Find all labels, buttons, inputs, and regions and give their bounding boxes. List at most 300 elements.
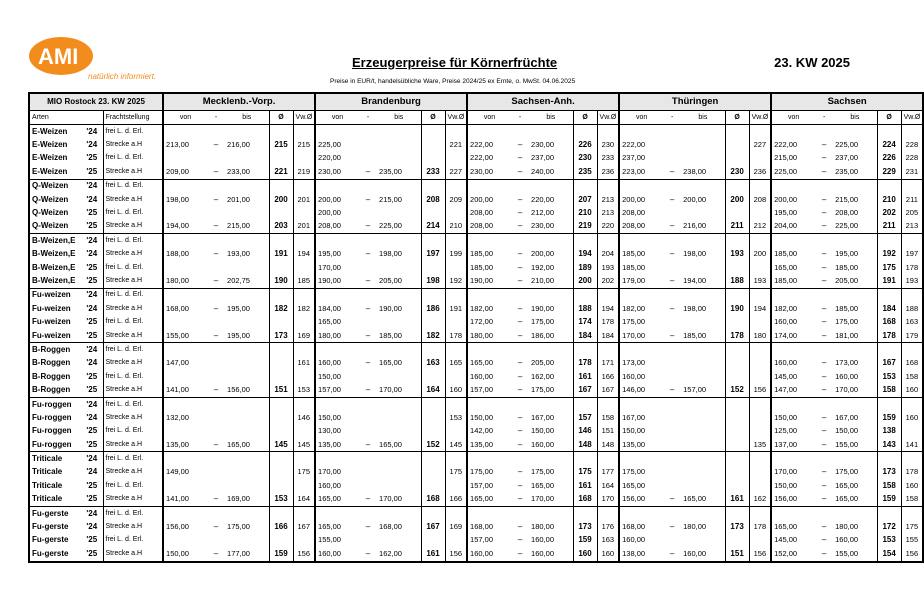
table-cell: – (365, 275, 371, 285)
table-cell (663, 261, 681, 274)
table-cell: 205,00 (379, 275, 402, 285)
table-cell: 211 (877, 220, 901, 234)
table-cell (225, 479, 269, 492)
table-cell: 150,00 (771, 479, 815, 492)
region-header: Thüringen (619, 93, 771, 111)
table-cell: – (517, 208, 523, 218)
table-cell: Fu-roggen (32, 426, 72, 436)
table-cell (163, 479, 207, 492)
table-cell (377, 179, 421, 193)
table-cell: 172,00 (467, 315, 511, 328)
table-cell (163, 288, 207, 302)
table-cell: Strecke a.H (103, 383, 163, 397)
table-cell (421, 506, 445, 520)
table-cell: 165,00 (619, 479, 663, 492)
table-cell: 179 (901, 329, 923, 343)
table-cell: – (821, 166, 827, 176)
table-cell (377, 411, 421, 424)
table-cell: '24 (81, 125, 103, 139)
table-cell (269, 357, 293, 370)
table-cell (467, 506, 511, 520)
table-cell: 173 (269, 329, 293, 343)
table-cell: '24 (81, 179, 103, 193)
table-cell (815, 452, 833, 466)
table-cell (421, 534, 445, 547)
table-cell: 145,00 (771, 534, 815, 547)
table-cell (293, 479, 315, 492)
table-cell: 185,00 (771, 274, 815, 288)
table-cell: 200,00 (683, 194, 707, 204)
table-cell: 161 (293, 357, 315, 370)
table-cell: Fu-roggen (32, 412, 72, 422)
table-cell: 233,00 (227, 166, 250, 176)
table-cell (725, 370, 749, 383)
table-cell: 237,00 (619, 152, 663, 165)
table-cell: 228 (901, 152, 923, 165)
table-cell (681, 425, 725, 438)
table-cell: 174 (573, 315, 597, 328)
table-cell: 147,00 (163, 357, 207, 370)
table-cell (293, 152, 315, 165)
table-cell: 156 (901, 547, 923, 561)
table-cell: 165,00 (315, 493, 359, 507)
table-cell: – (365, 249, 371, 259)
table-cell: 158 (901, 493, 923, 507)
table-cell: 191 (269, 248, 293, 261)
table-cell: – (213, 221, 219, 231)
table-cell (359, 125, 377, 139)
table-cell: – (213, 330, 219, 340)
logo-text: AMI (38, 44, 79, 69)
table-cell (597, 506, 619, 520)
table-cell: 163 (901, 315, 923, 328)
table-cell (225, 206, 269, 219)
table-cell: 227 (749, 138, 771, 151)
table-cell: 180,00 (163, 274, 207, 288)
table-cell: 204 (597, 248, 619, 261)
table-cell (225, 343, 269, 357)
table-cell: 200,00 (315, 193, 359, 206)
table-cell (725, 425, 749, 438)
table-cell: 233 (421, 165, 445, 179)
table-row (29, 411, 923, 424)
table-cell: 215 (269, 138, 293, 151)
table-cell: 235,00 (379, 166, 402, 176)
table-cell: '25 (86, 208, 98, 218)
table-cell (225, 234, 269, 248)
table-cell: 200 (749, 248, 771, 261)
table-cell: – (213, 494, 219, 504)
table-cell (877, 179, 901, 193)
table-cell (377, 125, 421, 139)
table-cell: – (821, 317, 827, 327)
table-cell: 178 (749, 520, 771, 533)
table-cell: 193 (725, 248, 749, 261)
table-cell: Fu-gerste (32, 548, 69, 558)
table-cell: Strecke a.H (103, 357, 163, 370)
table-cell: 168 (877, 315, 901, 328)
table-cell: 168,00 (619, 520, 663, 533)
table-cell (163, 343, 207, 357)
table-cell (749, 357, 771, 370)
table-cell (359, 206, 377, 219)
table-cell: 176 (597, 520, 619, 533)
table-cell: 227 (445, 165, 467, 179)
table-cell: 230 (725, 165, 749, 179)
table-cell: 225,00 (835, 221, 859, 231)
table-cell (225, 466, 269, 479)
table-cell (315, 125, 359, 139)
table-cell: 130,00 (315, 425, 359, 438)
table-cell: 195,00 (771, 206, 815, 219)
table-cell: 159 (877, 493, 901, 507)
table-cell (901, 179, 923, 193)
table-cell: 216,00 (227, 140, 250, 150)
table-cell: E-Weizen (32, 153, 68, 163)
table-cell: 174,00 (771, 329, 815, 343)
col-dash: - (663, 111, 681, 125)
table-cell (293, 179, 315, 193)
table-cell (663, 152, 681, 165)
table-cell (225, 125, 269, 139)
table-cell: 160 (901, 479, 923, 492)
table-cell: Triticale (32, 467, 63, 477)
table-cell (445, 152, 467, 165)
table-cell: – (213, 385, 219, 395)
table-cell (207, 370, 225, 383)
table-cell: 165,00 (771, 520, 815, 533)
table-cell (573, 452, 597, 466)
table-cell: 213 (901, 220, 923, 234)
table-cell: 230 (573, 152, 597, 165)
table-cell (445, 125, 467, 139)
table-cell (573, 179, 597, 193)
table-cell: 184,00 (315, 302, 359, 315)
table-cell: 226 (573, 138, 597, 151)
table-cell (749, 179, 771, 193)
table-cell: 225,00 (835, 140, 859, 150)
table-cell (269, 479, 293, 492)
table-cell: 180,00 (531, 522, 554, 532)
table-cell: 157,00 (315, 383, 359, 397)
table-cell: 143 (877, 438, 901, 452)
table-cell: 155 (901, 534, 923, 547)
table-cell (681, 343, 725, 357)
table-cell: '24 (81, 343, 103, 357)
table-cell (725, 315, 749, 328)
table-cell (445, 288, 467, 302)
table-row (29, 261, 923, 274)
table-cell: 132,00 (163, 411, 207, 424)
table-cell: 212,00 (531, 208, 554, 218)
table-cell: – (213, 548, 219, 558)
col-dash: - (511, 111, 529, 125)
table-cell (681, 452, 725, 466)
table-row (29, 152, 923, 165)
table-cell (749, 343, 771, 357)
table-cell: 167 (421, 520, 445, 533)
table-row (29, 452, 923, 466)
table-cell: 160 (597, 547, 619, 561)
table-cell (725, 411, 749, 424)
table-cell: 208 (421, 193, 445, 206)
table-cell: 182 (421, 329, 445, 343)
table-cell: 202 (877, 206, 901, 219)
table-cell: 212 (749, 220, 771, 234)
table-cell: frei L. d. Erl. (103, 425, 163, 438)
table-cell: 160,00 (619, 534, 663, 547)
table-cell (377, 343, 421, 357)
table-cell (663, 452, 681, 466)
table-cell: 160,00 (531, 439, 554, 449)
table-cell: '25 (86, 153, 98, 163)
table-cell: 200 (725, 193, 749, 206)
table-cell: '25 (86, 439, 98, 449)
col-vw: Vw.Ø (749, 111, 771, 125)
table-cell: – (669, 249, 675, 259)
table-row (29, 520, 923, 533)
table-cell: Fu-weizen (32, 317, 71, 327)
table-cell: 158 (877, 479, 901, 492)
table-cell: 145 (445, 438, 467, 452)
table-cell: – (517, 140, 523, 150)
table-cell: – (517, 153, 523, 163)
table-cell (725, 261, 749, 274)
table-cell (377, 152, 421, 165)
table-cell: – (821, 208, 827, 218)
table-cell: 194,00 (163, 220, 207, 234)
table-cell: 165,00 (467, 357, 511, 370)
table-cell: frei L. d. Erl. (103, 506, 163, 520)
table-cell (269, 534, 293, 547)
table-cell: 222,00 (619, 138, 663, 151)
table-cell: 165,00 (835, 480, 859, 490)
table-cell (901, 343, 923, 357)
table-cell: frei L. d. Erl. (103, 179, 163, 193)
table-cell (377, 479, 421, 492)
table-cell (725, 506, 749, 520)
table-row (29, 438, 923, 452)
table-cell: – (517, 426, 523, 436)
table-cell: 135,00 (619, 438, 663, 452)
table-cell: frei L. d. Erl. (103, 534, 163, 547)
table-cell (163, 179, 207, 193)
table-cell: 238,00 (683, 166, 707, 176)
table-cell (377, 397, 421, 411)
table-cell: 163 (597, 534, 619, 547)
table-cell: – (213, 166, 219, 176)
table-cell: 153 (293, 383, 315, 397)
table-cell: – (821, 303, 827, 313)
table-cell (681, 261, 725, 274)
table-cell: – (821, 358, 827, 368)
col-bis: bis (833, 111, 877, 125)
table-cell (681, 234, 725, 248)
page-title: Erzeugerpreise für Körnerfrüchte (352, 55, 558, 70)
col-dash: - (815, 111, 833, 125)
table-cell: – (517, 262, 523, 272)
table-cell (833, 125, 877, 139)
table-cell (225, 357, 269, 370)
table-cell (681, 206, 725, 219)
table-cell (207, 179, 225, 193)
table-cell: 201 (293, 193, 315, 206)
table-cell (749, 506, 771, 520)
table-cell (573, 397, 597, 411)
table-cell (269, 125, 293, 139)
table-cell: 211 (901, 193, 923, 206)
table-cell (725, 466, 749, 479)
table-cell: – (365, 358, 371, 368)
table-cell (681, 138, 725, 151)
table-cell (529, 343, 573, 357)
table-cell: – (517, 522, 523, 532)
table-cell (663, 506, 681, 520)
table-cell: frei L. d. Erl. (103, 206, 163, 219)
table-cell: – (517, 385, 523, 395)
table-cell (833, 179, 877, 193)
table-cell (269, 261, 293, 274)
table-cell (225, 506, 269, 520)
table-cell: 179,00 (619, 274, 663, 288)
table-cell: 215,00 (835, 194, 859, 204)
table-cell (877, 234, 901, 248)
table-cell: 178 (445, 329, 467, 343)
table-cell (293, 206, 315, 219)
table-cell (529, 288, 573, 302)
table-cell: B-Weizen,E (32, 262, 76, 272)
table-cell (225, 179, 269, 193)
table-cell: 185,00 (619, 248, 663, 261)
table-row (29, 397, 923, 411)
table-cell: – (213, 194, 219, 204)
table-cell: 168,00 (467, 520, 511, 533)
table-cell (681, 357, 725, 370)
table-cell: 237,00 (835, 153, 859, 163)
table-cell: B-Roggen (32, 385, 71, 395)
table-cell: – (517, 275, 523, 285)
table-cell: '25 (86, 262, 98, 272)
table-cell: B-Roggen (32, 358, 71, 368)
table-cell (681, 370, 725, 383)
table-cell (377, 506, 421, 520)
table-cell: 208 (749, 193, 771, 206)
table-cell (359, 425, 377, 438)
table-cell: 175,00 (531, 385, 554, 395)
table-cell: Q-Weizen (32, 208, 69, 218)
table-cell: Strecke a.H (103, 220, 163, 234)
table-cell (663, 397, 681, 411)
table-cell (225, 288, 269, 302)
table-cell (663, 411, 681, 424)
table-cell: 165,00 (315, 520, 359, 533)
table-cell: '25 (86, 535, 98, 545)
table-cell (771, 234, 815, 248)
table-cell (749, 152, 771, 165)
table-cell: 204,00 (771, 220, 815, 234)
table-cell: 175,00 (619, 315, 663, 328)
table-cell (749, 261, 771, 274)
table-cell: '24 (81, 234, 103, 248)
table-cell (467, 288, 511, 302)
table-cell: – (365, 385, 371, 395)
table-cell: 182,00 (619, 302, 663, 315)
table-cell: – (821, 221, 827, 231)
table-cell (467, 343, 511, 357)
table-cell (315, 234, 359, 248)
table-cell (511, 234, 529, 248)
col-von: von (315, 111, 359, 125)
table-cell: frei L. d. Erl. (103, 288, 163, 302)
table-cell: 161 (421, 547, 445, 561)
table-cell: – (821, 439, 827, 449)
table-cell: – (517, 166, 523, 176)
table-cell: – (821, 480, 827, 490)
table-cell: 157,00 (467, 383, 511, 397)
table-corner: MIO Rostock 23. KW 2025 (29, 93, 163, 111)
table-cell: 200,00 (531, 249, 554, 259)
table-cell (207, 397, 225, 411)
table-cell: '24 (86, 358, 98, 368)
table-cell: 200,00 (771, 193, 815, 206)
table-cell (725, 343, 749, 357)
table-cell: 158 (877, 383, 901, 397)
table-cell: '25 (86, 371, 98, 381)
col-bis: bis (225, 111, 269, 125)
table-cell (749, 411, 771, 424)
table-cell: 160,00 (619, 370, 663, 383)
table-cell: 150,00 (835, 426, 859, 436)
table-cell (359, 138, 377, 151)
table-cell: 141,00 (163, 493, 207, 507)
table-cell (815, 506, 833, 520)
table-cell (815, 343, 833, 357)
table-cell: E-Weizen (29, 125, 81, 139)
table-cell: B-Roggen (29, 343, 81, 357)
table-cell: 182 (293, 302, 315, 315)
table-cell: 188 (573, 302, 597, 315)
table-cell: – (517, 548, 523, 558)
table-cell (269, 452, 293, 466)
table-row (29, 425, 923, 438)
table-cell: – (821, 153, 827, 163)
table-cell: 160 (901, 383, 923, 397)
table-cell (163, 315, 207, 328)
table-row (29, 274, 923, 288)
table-cell: 240,00 (531, 166, 554, 176)
table-cell (663, 138, 681, 151)
table-cell: 201,00 (227, 194, 250, 204)
table-cell: 156 (749, 547, 771, 561)
table-cell: – (669, 385, 675, 395)
table-cell (573, 288, 597, 302)
table-cell: – (669, 275, 675, 285)
table-cell (293, 425, 315, 438)
table-cell: 219 (573, 220, 597, 234)
table-cell: 210 (573, 206, 597, 219)
table-cell: '24 (86, 194, 98, 204)
table-cell: 220,00 (315, 152, 359, 165)
table-cell: 156,00 (771, 493, 815, 507)
table-cell: 161 (573, 479, 597, 492)
table-cell (269, 343, 293, 357)
table-cell: – (821, 140, 827, 150)
table-cell (725, 125, 749, 139)
table-cell (207, 466, 225, 479)
table-row (29, 315, 923, 328)
table-cell: 222,00 (467, 152, 511, 165)
table-cell (421, 152, 445, 165)
